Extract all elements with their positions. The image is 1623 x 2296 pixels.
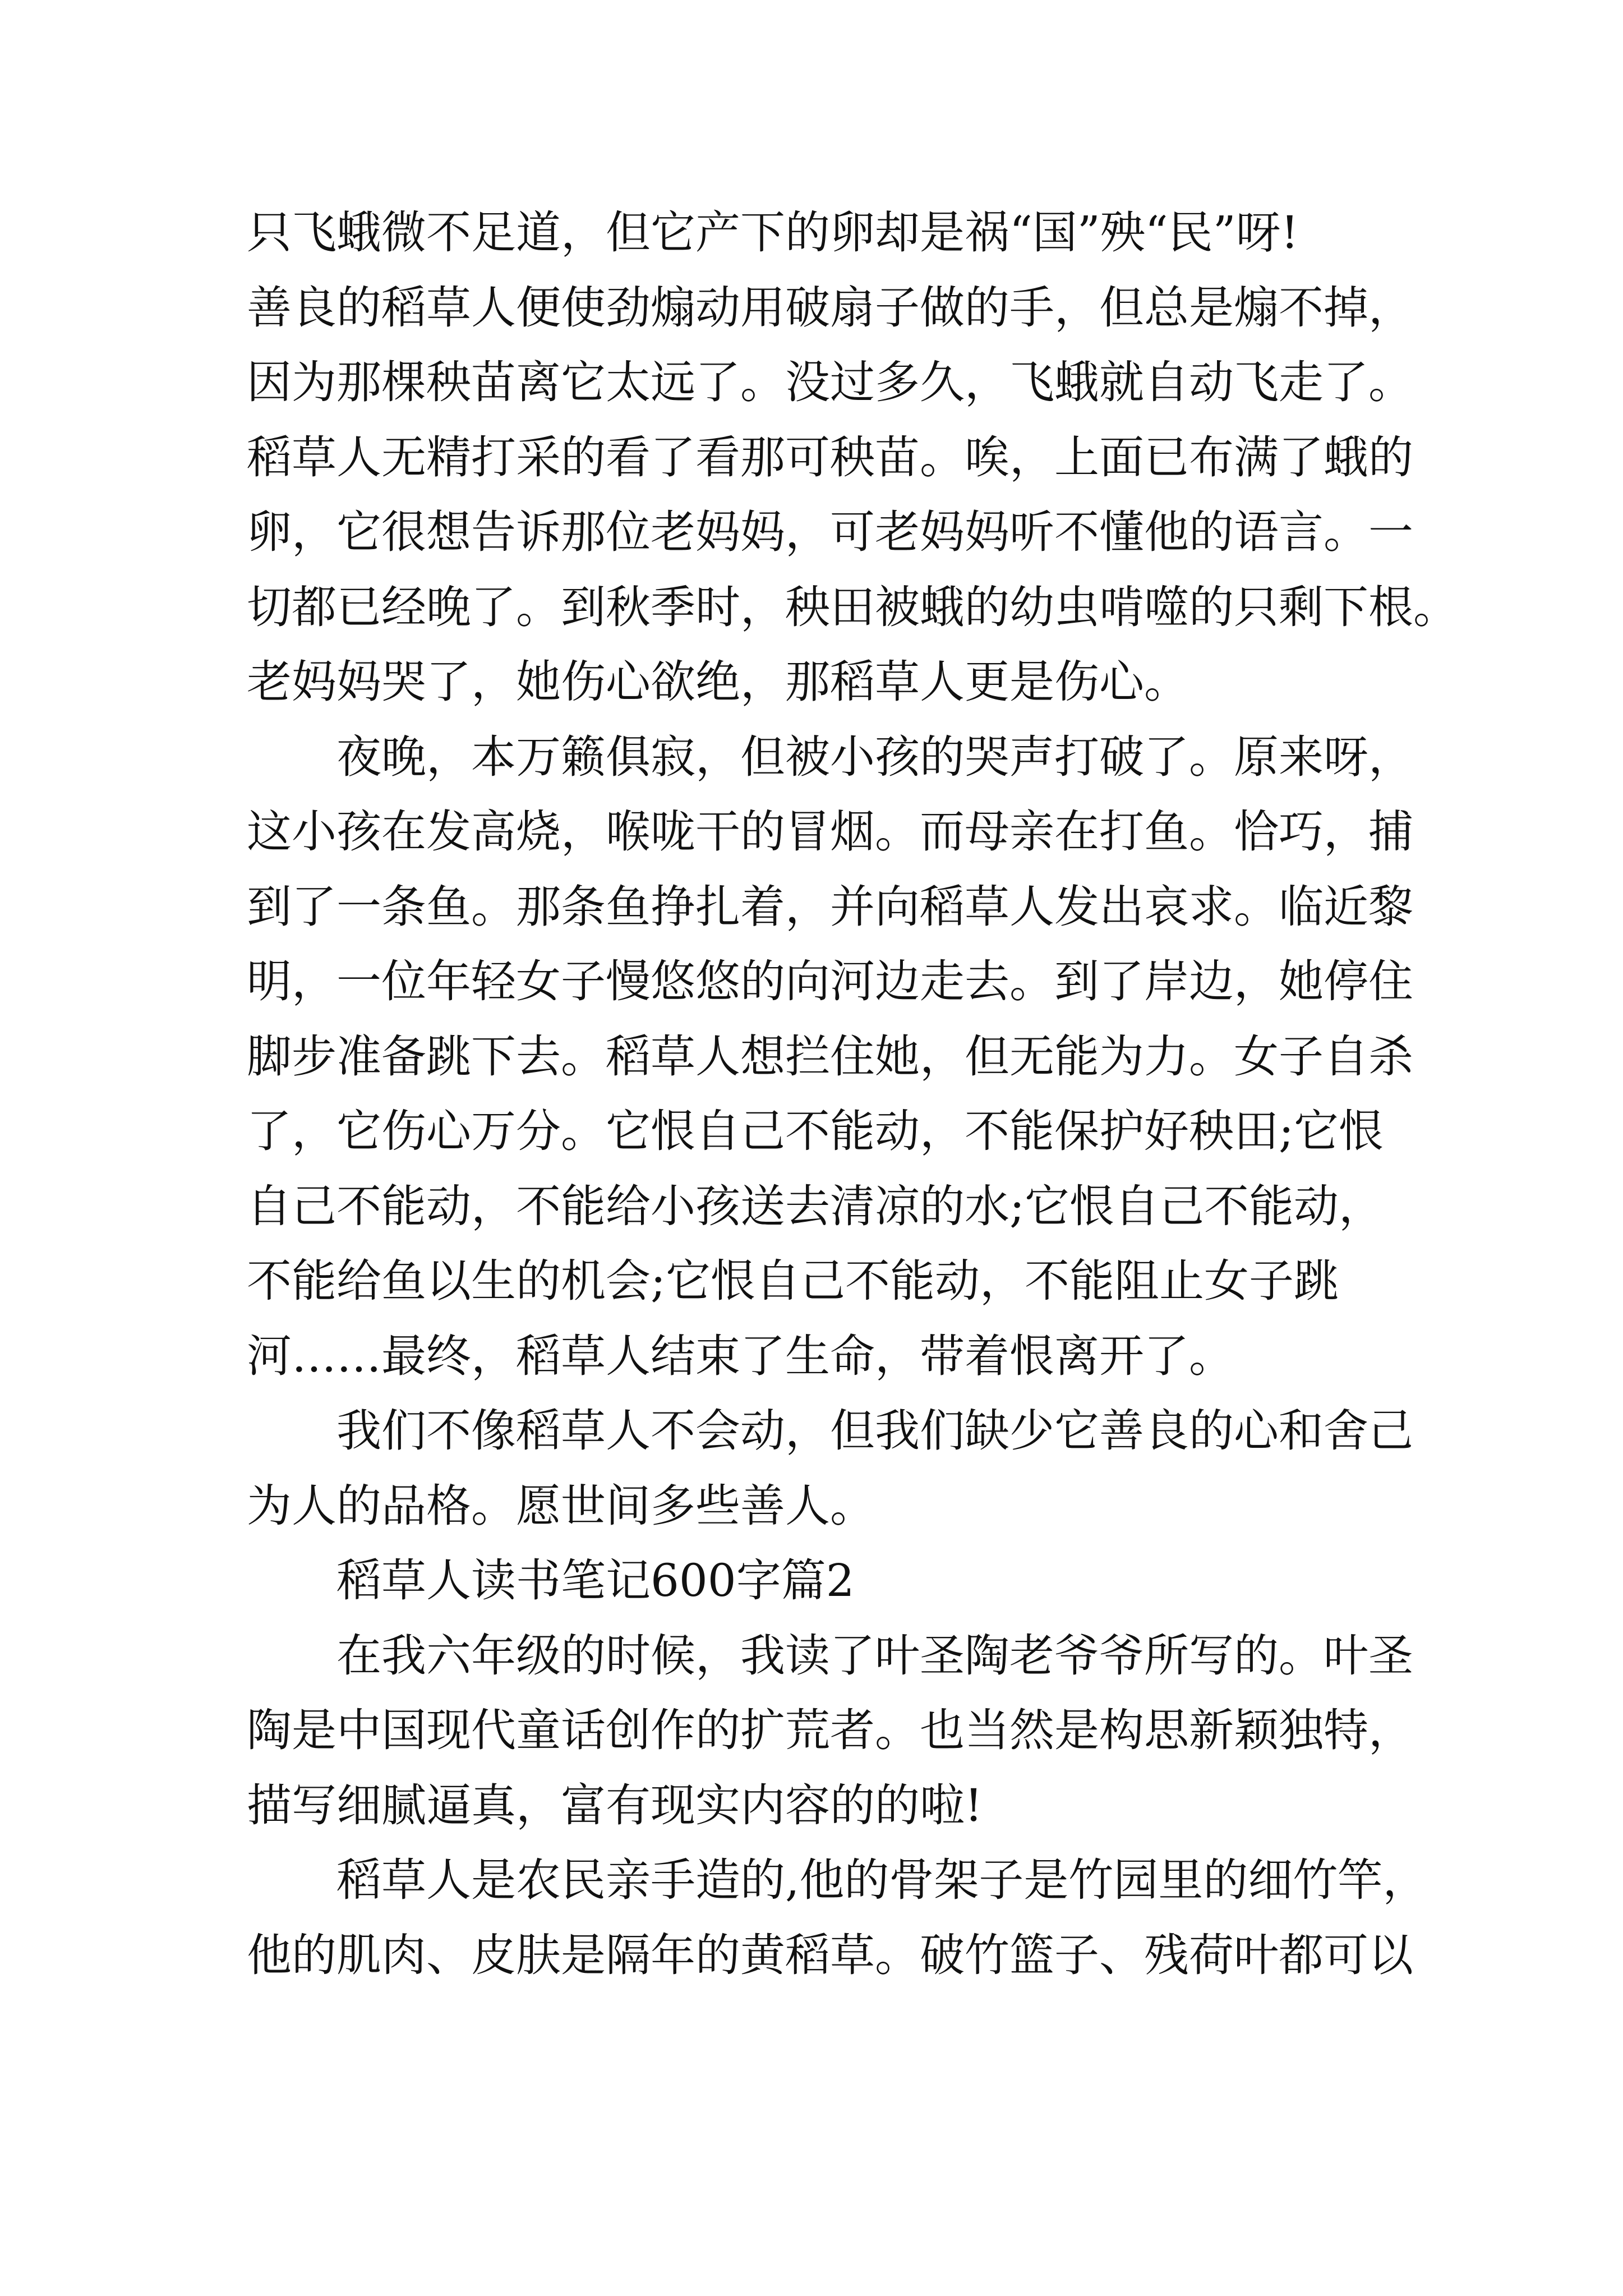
text-line: 稻草人无精打采的看了看那可秧苗。唉，上面已布满了蛾的 — [247, 431, 1413, 484]
text-line: 到了一条鱼。那条鱼挣扎着，并向稻草人发出哀求。临近黎 — [247, 880, 1413, 933]
text-line: 他的肌肉、皮肤是隔年的黄稻草。破竹篮子、残荷叶都可以 — [247, 1929, 1413, 1981]
paragraph-first-line: 稻草人是农民亲手造的,他的骨架子是竹园里的细竹竿， — [336, 1854, 1428, 1906]
document-body — [247, 195, 1458, 1993]
text-line: 为人的品格。愿世间多些善人。 — [247, 1479, 875, 1532]
paragraph-first-line: 在我六年级的时候，我读了叶圣陶老爷爷所写的。叶圣 — [336, 1629, 1413, 1682]
text-line: 明，一位年轻女子慢悠悠的向河边走去。到了岸边，她停住 — [247, 955, 1413, 1007]
text-line: 河……最终，稻草人结束了生命，带着恨离开了。 — [247, 1329, 1234, 1382]
text-line: 描写细腻逼真，富有现实内容的的啦! — [247, 1779, 983, 1832]
paragraph-first-line: 夜晚，本万籁俱寂，但被小孩的哭声打破了。原来呀， — [336, 730, 1413, 783]
text-line: 了，它伤心万分。它恨自己不能动，不能保护好秧田;它恨 — [247, 1105, 1384, 1157]
section-heading: 稻草人读书笔记600字篇2 — [336, 1554, 855, 1607]
text-line: 陶是中国现代童话创作的扩荒者。也当然是构思新颖独特， — [247, 1704, 1413, 1756]
text-line: 切都已经晚了。到秋季时，秧田被蛾的幼虫啃噬的只剩下根。 — [247, 581, 1458, 633]
text-line: 善良的稻草人便使劲煽动用破扇子做的手，但总是煽不掉， — [247, 281, 1413, 334]
paragraph-first-line: 我们不像稻草人不会动，但我们缺少它善良的心和舍己 — [336, 1405, 1413, 1457]
text-line: 只飞蛾微不足道，但它产下的卵却是祸“国”殃“民”呀! — [247, 206, 1299, 259]
text-line: 老妈妈哭了，她伤心欲绝，那稻草人更是伤心。 — [247, 656, 1189, 708]
text-line: 卵，它很想告诉那位老妈妈，可老妈妈听不懂他的语言。一 — [247, 506, 1413, 558]
text-line: 因为那棵秧苗离它太远了。没过多久，飞蛾就自动飞走了。 — [247, 356, 1413, 408]
text-line: 这小孩在发高烧，喉咙干的冒烟。而母亲在打鱼。恰巧，捕 — [247, 806, 1413, 858]
text-line: 不能给鱼以生的机会;它恨自己不能动，不能阻止女子跳 — [247, 1255, 1339, 1307]
text-line: 脚步准备跳下去。稻草人想拦住她，但无能为力。女子自杀 — [247, 1030, 1413, 1083]
text-line: 自己不能动，不能给小孩送去清凉的水;它恨自己不能动， — [247, 1180, 1384, 1232]
